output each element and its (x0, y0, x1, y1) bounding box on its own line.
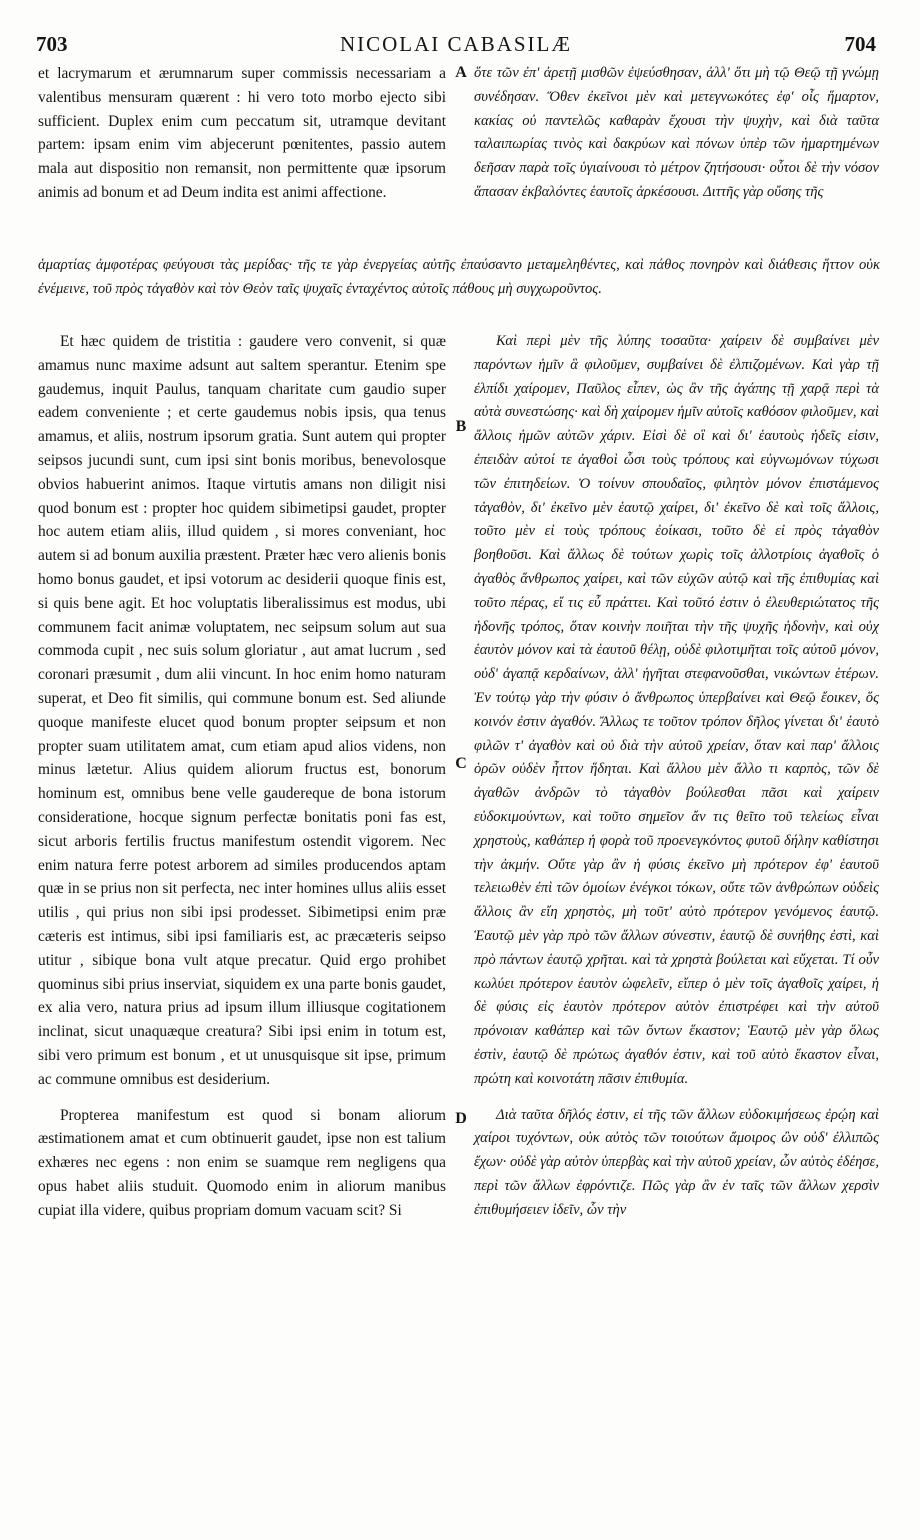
margin-letter-b: B (455, 418, 467, 435)
greek-paragraph: Καὶ περὶ μὲν τῆς λύπης τοσαῦτα· χαίρειν δὲ συμβαίνει μὲν παρόντων ἡμῖν ἃ φιλοῦμεν, συμβαίνει δὲ ἐλπιζομένων. Καὶ γὰρ τῇ ἐλπίδι χαίρομεν, Παῦλος εἶπεν, ὡς ἂν τῆς ἀγάπης τῇ χαρᾷ περὶ τὰ αὐτὰ συνεστώσης· καὶ δὴ χαίρομεν ἡμῖν αὐτοῖς καθόσον φιλοῦμεν, καὶ ἄλλοις ἡμῶν αὐτῶν χάριν. Εἰσὶ δὲ οἳ καὶ δι' ἑαυτοὺς ἡδεῖς εἰσιν, ἐπειδὰν αὐτοί τε ἀγαθοὶ ὦσι τοὺς τρόπους καὶ εὐγνωμόνων τύχωσι τῶν ἐπιτηδείων. Ὁ τοίνυν σπουδαῖος, φιλητὸν μόνον ἐπιστάμενος τἀγαθὸν, δι' ἐκεῖνο μὲν ἑαυτῷ χαίρει, δι' ἐκεῖνο δὲ καὶ τοῖς ἄλλοις, τοῦτο μὲν εἰ τοὺς τρόπους ἐοίκασι, τοῦτο δὲ εἰ πρὸς τἀγαθὸν βοηθοῦσι. Καὶ ἄλλως δὲ τούτων χωρὶς τοῖς ἀλλοτρίοις ἀγαθοῖς ὁ ἀγαθὸς ἄνθρωπος χαίρει, καὶ τῶν εὐχῶν αὐτῷ καὶ τῆς ἐπιθυμίας καὶ τοῦτο πέρας, εἴ τις εὖ πράττει. Καὶ τοῦτό ἐστιν ὁ ἐλευθεριώτατος τῆς ἡδονῆς τρόπος, ὅταν κοινὴν ποιῆται τὴν τῆς ψυχῆς ἡδονὴν, καὶ οὐχ ἑαυτὸν μόνον καὶ τὰ ἑαυτοῦ θέλῃ, οὐδὲ φιλοτιμῆται τοῖς αὐτοῦ μόνον, οὐδ' ἀγαπᾷ κερδαίνων, ἀλλ' ἡγῆται στεφανοῦσθαι, νικώντων ἑτέρων. Ἐν τούτῳ γὰρ τὴν φύσιν ὁ ἄνθρωπος ὑπερβαίνει καὶ Θεῷ ἔοικεν, ὅς κοινόν ἐστιν ἀγαθόν. Ἄλλως τε τοῦτον τρόπον δῆλος γίνεται δι' ἑαυτὸ φιλῶν τ' ἀγαθὸν καὶ οὐ διὰ τὴν αὐτοῦ χρείαν, ὅταν καὶ παρ' ἄλλοις ὁρῶν οὐδὲν ἧττον ἥδηται. Καὶ ἄλλου μὲν ἄλλο τι καρπὸς, τῶν δὲ ἀγαθῶν ἀνδρῶν τὸ τἀγαθὸν βούλεσθαι πᾶσι καὶ χαίρειν εὐδοκιμούντων, καὶ τοῦτο σημεῖον ἄν τις θεῖτο τοῦ τελείως εἶναι χρηστοὺς, καθάπερ ἡ φορὰ τοῦ προενεγκόντος φυτοῦ δήλην καθίστησι τὴν ἀκμήν. Οὔτε γὰρ ἂν ἡ φύσις ἐκεῖνο μὴ πρότερον ἐφ' ἑαυτοῦ τελειωθὲν ἐπὶ τῶν ὁμοίων ἐνέγκοι τόκων, οὔτε τῶν ἀνθρώπων οὐδεὶς ἄλλοις ἂν εἴη χρηστὸς, μὴ τοῦτ' αὐτὸ πρότερον γενόμενος ἑαυτῷ. Ἑαυτῷ μὲν γὰρ πρὸ τῶν ἄλλων σύνεστιν, ἑαυτῷ δὲ συνήθης ἐστὶ, καὶ πρὸ πάντων ἑαυτῷ χρῆται. καὶ τὰ χρηστὰ βούλεται καὶ εὔχεται. Τί οὖν κωλύει πρότερον ἑαυτὸν ὠφελεῖν, εἴπερ ὁ μὲν τοῖς ἀγαθοῖς χαίρει, ἡ δὲ φύσις εἰς ἑαυτὸν πρότερον αὐτὸν ἐπιστρέφει καὶ τὴν αὐτοῦ πρόνοιαν καθάπερ καὶ τῶν ὄντων ἕκαστον; Ἑαυτῷ μὲν γὰρ ὅλως ἐστὶν, ἑαυτῷ δὲ πρώτως ἀγαθόν ἐστιν, καὶ τοῦ αὐτὸ ἕκαστον εἶναι, πρώτη καὶ κοινοτάτη πᾶσιν ἐπιθυμία. (474, 333, 879, 1087)
margin-letter-a: A (455, 64, 467, 81)
latin-paragraph: et lacrymarum et ærumnarum super commissis necessariam a valentibus mensuram quærent : hi vero toto morbo ejecto sibi sufficient. Duplex enim cum peccatum sit, utramque devitant partem: ipsam enim vim abjecerunt pœnitentes, passio autem mala aut dispositio non remansit, non permittente quæ ipsorum animis ad bonum et ad Deum indita est animi affectione. (38, 65, 446, 201)
running-header (36, 32, 876, 64)
page-number-right: 704 (844, 32, 876, 56)
latin-paragraph: Et hæc quidem de tristitia : gaudere vero convenit, si quæ amamus nunc maxime adsunt aut saltem sperantur. Etenim spe gaudemus, inquit Paulus, tanquam charitate cum gaudio super eadem conveniente ; et certe gaudemus nobis ipsis, qua tenus amamus, et aliis, nostrum ipsorum gratia. Sunt autem qui propter seipsos jucundi sunt, cum ipsi sint bonis moribus, benevolosque obvios habuerint animos. Itaque virtutis amans non diligit nisi quod bonum est : propter hoc quidem sibimetipsi gaudet, propter hoc autem etiam aliis, illud quidem , si mores conveniant, hoc autem si ad bonum auxilia præstent. Præter hæc vero alienis bonis homo bonus gaudet, et ipsi votorum ac desiderii quoque finis est, si quis bene agit. Et hoc voluptatis liberalissimus est modus, ubi communem facit animæ voluptatem, nec seipsum solum aut sua commoda cupit , nec suis solum gloriatur , aut amat lucrum , sed coronari præsumit , dum alii vincunt. In hoc enim homo naturam superat, et Deo fit similis, qui commune bonum est. Sed aliunde quoque manifeste elucet quod bonum propter seipsum et non propter suam utilitatem amat, cum etiam apud alios videns, non minus lætetur. Alius quidem aliorum fructus est, bonorum hominum est, omnibus bene velle gaudereque de bona istorum consideratione, hocque signum perfectæ bonitatis poni fas est, sicut arboris fertilis fructus manifestum ostendit vigorem. Nec enim natura ferre potest arborem ad similes producendos aptam quæ in se prius non sit perfecta, nec inter homines ullus aliis esset utilis , qui prius non sibi ipsi prodesset. Sibimetipsi enim præ cæteris est intimus, sibi ipsi familiaris est, ac præcæteris seipso utitur , sibique bona vult atque precatur. Quid ergo prohibet quominus sibi prius inserviat, siquidem ex una parte bonis gaudet, ex alia vero, natura prius ad ipsum illum illiusque cogitationem inclinat, sicut unaquæque creatura? Sibi ipsi enim in totum est, sibi vero primum est bonum , et ut unusquisque sit ipse, primum ac commune omnibus est desiderium. (38, 333, 446, 1088)
latin-column-top (38, 62, 446, 205)
running-title: NICOLAI CABASILÆ (339, 32, 573, 56)
greek-paragraph: ὅτε τῶν ἐπ' ἀρετῇ μισθῶν ἐψεύσθησαν, ἀλλ' ὅτι μὴ τῷ Θεῷ τῇ γνώμῃ συνέδησαν. Ὅθεν ἐκεῖνοι μὲν καὶ μετεγνωκότες ἐφ' οἷς ἥμαρτον, κακίας οὐ παντελῶς καθαρὰν ἔχουσι τὴν ψυχὴν, καὶ διὰ ταῦτα ταλαιπωρίας τινὸς καὶ δακρύων καὶ πόνων ὑπὲρ τῶν ἡμαρτημένων δεῆσαν παρὰ τοῖς ὑγιαίνουσι τὸ μέτρον ζητήσουσι· οὗτοι δὲ τὴν νόσον ἅπασαν ἐκβαλόντες ἑαυτοῖς ἀρκέσουσι. Διττῆς γὰρ οὔσης τῆς (474, 65, 879, 200)
latin-column-main (38, 330, 446, 1222)
greek-full-width-block (38, 254, 880, 302)
margin-letter-d: D (455, 1110, 467, 1127)
greek-column-main (474, 330, 879, 1222)
page-number-left: 703 (36, 32, 68, 56)
margin-letter-c: C (455, 755, 467, 772)
greek-full-width-paragraph: ἁμαρτίας ἀμφοτέρας φεύγουσι τὰς μερίδας· τῆς τε γὰρ ἐνεργείας αὐτῆς ἐπαύσαντο μεταμεληθέντες, καὶ πάθος πονηρὸν καὶ διάθεσις ἥττον οὐκ ἐνέμεινε, τοῦ πρὸς τἀγαθὸν καὶ τὸν Θεὸν ταῖς ψυχαῖς ἐνταχέντος αὐτοῖς πάθους μὴ συγχωροῦντος. (38, 257, 880, 297)
greek-column-top (474, 62, 879, 205)
latin-paragraph: Propterea manifestum est quod si bonam aliorum æstimationem amat et cum obtinuerit gaudet, ipse non est talium exhæres nec egens : non enim se suamque rem negligens qua opus habet aliis studuit. Quomodo enim in aliorum manibus cupiat illa videre, quibus propriam domum vacuam scit? Si (38, 1106, 446, 1219)
greek-paragraph: Διὰ ταῦτα δῆλός ἐστιν, εἰ τῆς τῶν ἄλλων εὐδοκιμήσεως ἐρῴη καὶ χαίροι τυχόντων, οὐκ αὐτὸς τῶν τοιούτων ἄμοιρος ὢν οὐδ' ἐλλιπῶς ἔχων· οὐδὲ γὰρ αὐτὸν ὑπερβὰς καὶ τὴν αὐτοῦ χρείαν, ὧν αὐτὸς ἐδέησε, περὶ τῶν ἄλλων ἐφρόντιζε. Πῶς γὰρ ἂν ἐν ταῖς τῶν ἄλλων χερσὶν ἐπιθυμήσειεν ἰδεῖν, ὧν τὴν (474, 1106, 879, 1218)
